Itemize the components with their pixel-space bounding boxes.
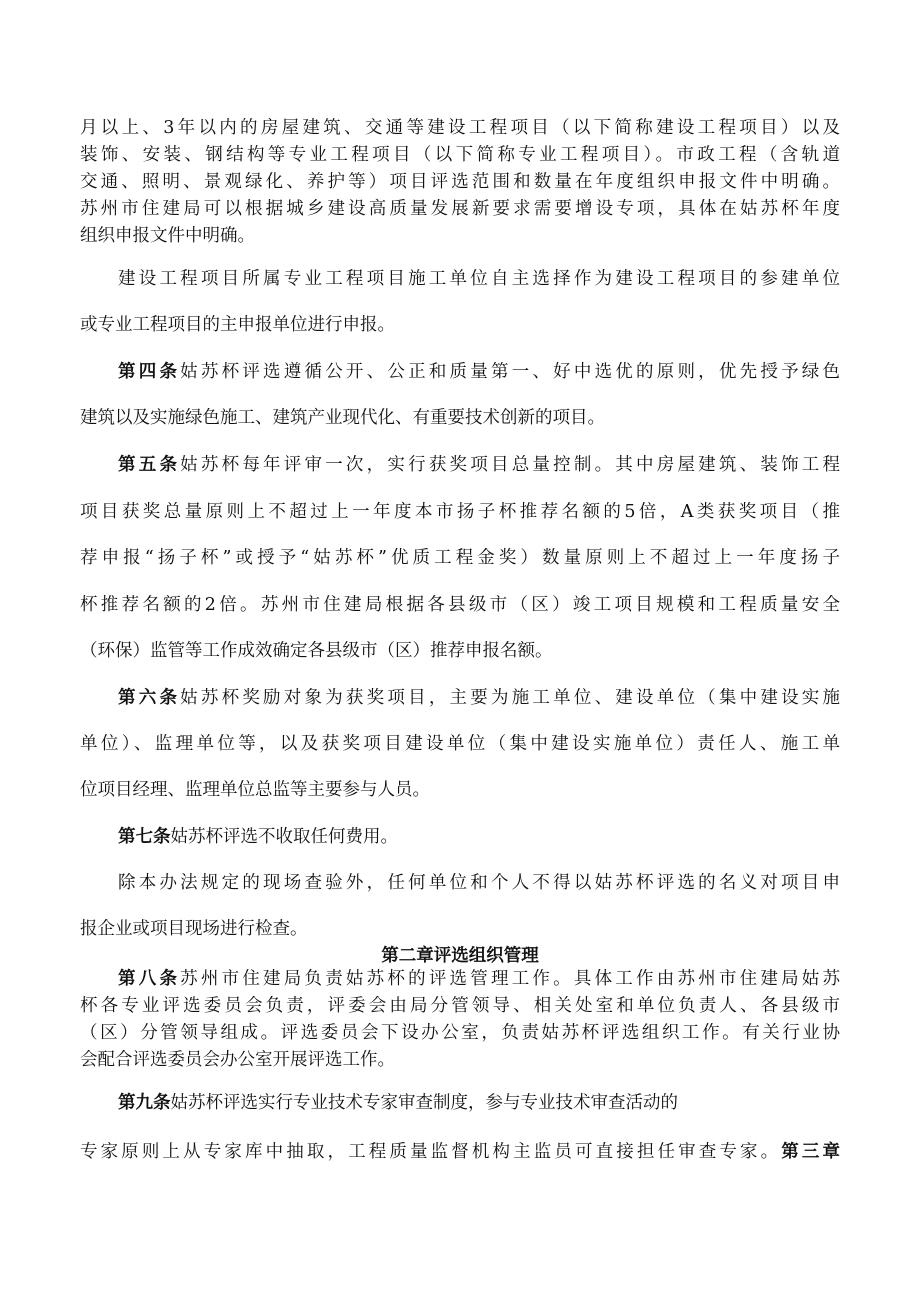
article-7-text: 姑苏杯评选不收取任何费用。 (170, 827, 398, 847)
article-7-label: 第七条 (118, 827, 171, 847)
article-9-line-1 (118, 1092, 840, 1114)
article-4-line-1 (118, 361, 840, 383)
article-5-line-5: （环保）监管等工作成效确定各县级市（区）推荐申报名额。 (80, 641, 553, 661)
p1-line-4: 苏州市住建局可以根据城乡建设高质量发展新要求需要增设专项，具体在姑苏杯年度 (80, 199, 840, 219)
article-4-line-2: 建筑以及实施绿色施工、建筑产业现代化、有重要技术创新的项目。 (80, 408, 605, 428)
article-5-line-4: 杯推荐名额的2倍。苏州市住建局根据各县级市（区）竣工项目规模和工程质量安全 (80, 595, 840, 615)
article-4-text: 姑苏杯评选遵循公开、公正和质量第一、好中选优的原则，优先授予绿色 (180, 362, 841, 382)
article-9-text: 姑苏杯评选实行专业技术专家审查制度，参与专业技术审查活动的 (170, 1093, 678, 1113)
article-5-line-2: 项目获奖总量原则上不超过上一年度本市扬子杯推荐名额的5倍，A类获奖项目（推 (80, 502, 840, 522)
p7-line-2: 报企业或项目现场进行检查。 (80, 919, 308, 939)
article-6-line-2: 单位）、监理单位等，以及获奖项目建设单位（集中建设实施单位）责任人、施工单 (80, 734, 840, 754)
article-6-text: 姑苏杯奖励对象为获奖项目，主要为施工单位、建设单位（集中建设实施 (180, 688, 841, 708)
article-5-line-1 (118, 454, 840, 476)
article-5-label: 第五条 (118, 455, 181, 475)
p1-line-3: 交通、照明、景观绿化、养护等）项目评选范围和数量在年度组织申报文件中明确。 (80, 172, 840, 192)
article-9-line-2 (80, 1141, 840, 1163)
article-8-label: 第八条 (118, 969, 181, 989)
article-8-line-4: 会配合评选委员会办公室开展评选工作。 (80, 1050, 395, 1070)
chapter-2-heading: 第二章评选组织管理 (381, 946, 539, 966)
article-5-line-3: 荐申报“扬子杯”或授予“姑苏杯”优质工程金奖）数量原则上不超过上一年度扬子 (80, 548, 840, 568)
article-6-line-1 (118, 687, 840, 709)
article-5-text: 姑苏杯每年评审一次，实行获奖项目总量控制。其中房屋建筑、装饰工程 (180, 455, 841, 475)
p2-line-2: 或专业工程项目的主申报单位进行申报。 (80, 315, 395, 335)
p2-line-1: 建设工程项目所属专业工程项目施工单位自主选择作为建设工程项目的参建单位 (118, 269, 840, 289)
article-4-label: 第四条 (118, 362, 181, 382)
p1-line-5: 组织申报文件中明确。 (80, 226, 255, 246)
p1-line-2: 装饰、安装、钢结构等专业工程项目（以下简称专业工程项目）。市政工程（含轨道 (80, 145, 840, 165)
article-8-line-3: （区）分管领导组成。评选委员会下设办公室，负责姑苏杯评选组织工作。有关行业协 (80, 1023, 840, 1043)
article-6-label: 第六条 (118, 688, 181, 708)
article-7-line-1 (118, 826, 840, 848)
article-9-label: 第九条 (118, 1093, 171, 1113)
p7-line-1: 除本办法规定的现场查验外，任何单位和个人不得以姑苏杯评选的名义对项目申 (118, 873, 840, 893)
chapter-3-heading-fragment: 第三章 (781, 1142, 840, 1162)
article-6-line-3: 位项目经理、监理单位总监等主要参与人员。 (80, 780, 430, 800)
article-8-line-1 (118, 968, 840, 990)
p1-line-1: 月以上、3年以内的房屋建筑、交通等建设工程项目（以下简称建设工程项目）以及 (80, 118, 840, 138)
article-8-text: 苏州市住建局负责姑苏杯的评选管理工作。具体工作由苏州市住建局姑苏 (180, 969, 841, 989)
article-8-line-2: 杯各专业评选委员会负责，评委会由局分管领导、相关处室和单位负责人、各县级市 (80, 996, 840, 1016)
article-9-text-2: 专家原则上从专家库中抽取，工程质量监督机构主监员可直接担任审查专家。 (80, 1142, 782, 1162)
